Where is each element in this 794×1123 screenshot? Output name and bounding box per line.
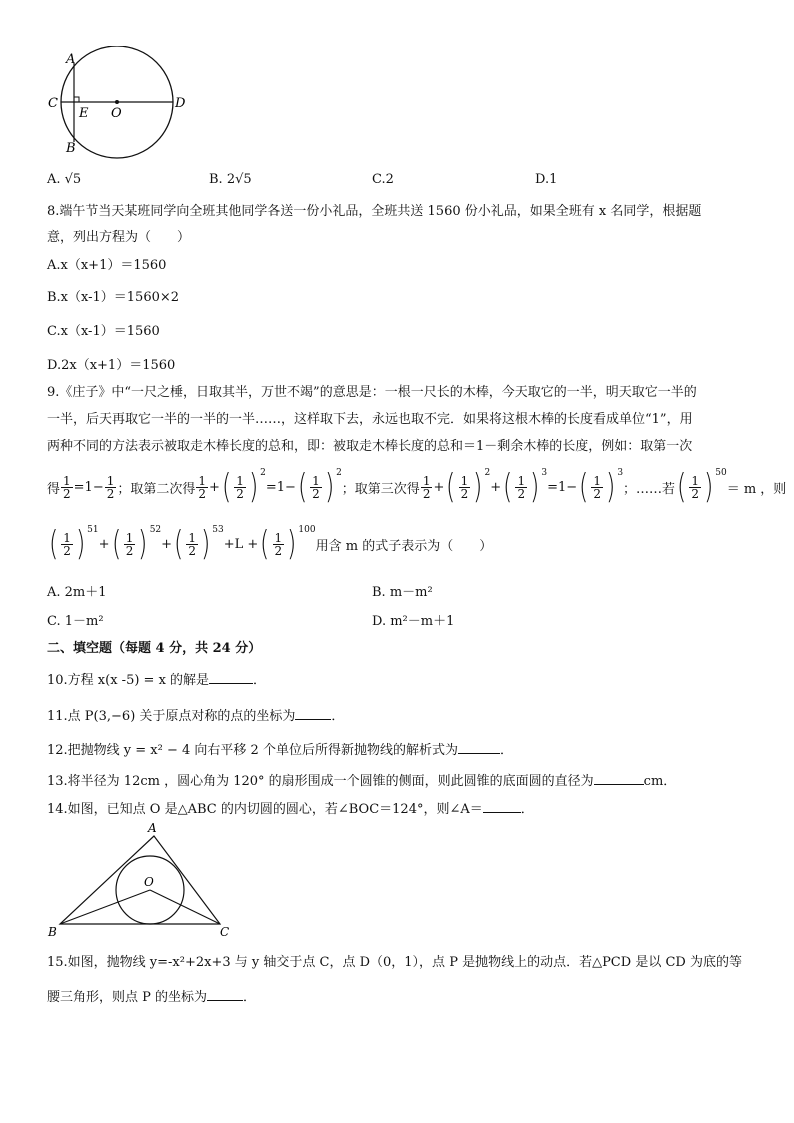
q11 [47,705,344,724]
q12-text: 12.把抛物线 y = x² − 4 向右平移 2 个单位后所得新抛物线的解析式为 [47,743,458,758]
label-A: A [148,821,157,835]
q9-option-d: D. m²－m＋1 [372,614,455,629]
q8-option-b: B.x（x-1）＝1560×2 [47,290,180,305]
label-E: E [79,106,89,121]
label-O: O [144,875,154,889]
q9-formula-line5: ( $\frac{1}{2}$ ) $^{51}$ + ( $\frac{1}{2}$ ) $^{52}$ + ( $\frac{1}{2}$ ) $^{53}$ +L + ( $\frac{1}{2}$ ) $^{100}$ 用含 m 的式子表示为（ ） [48,524,493,564]
q7-option-d: D.1 [535,172,558,187]
q11-period: ． [331,709,345,724]
q13 [47,770,676,789]
q9-text-t3: ；……若 [623,481,676,497]
q15-stem-line2: 腰三角形，则点 P 的坐标为 [47,990,208,1005]
q9-option-b: B. m－m² [372,585,433,600]
q13-blank [594,772,644,785]
q8-option-d: D.2x（x+1）＝1560 [47,358,176,373]
q11-text: 11.点 P(3,−6) 关于原点对称的点的坐标为 [47,709,296,724]
q9-lead: 得 [47,481,61,497]
q8-stem-line2: 意，列出方程为（ ） [47,230,191,245]
q15 [47,986,256,1005]
label-C: C [48,96,58,111]
q11-blank [295,707,331,720]
q8-option-c: C.x（x-1）＝1560 [47,324,160,339]
incircle-diagram [44,818,240,940]
q15-blank [207,988,243,1001]
q9-option-c: C. 1－m² [47,614,104,629]
q14-text: 14.如图，已知点 O 是△ABC 的内切圆的圆心，若∠BOC＝124°，则∠A＝ [47,802,483,817]
label-A: A [66,52,76,67]
label-B: B [66,141,76,156]
q12 [47,739,513,758]
label-B: B [48,925,57,939]
q12-period: ． [499,743,513,758]
q9-text-tail: 用含 m 的式子表示为（ ） [315,538,493,554]
label-D: D [175,96,186,111]
q9-stem-line3: 两种不同的方法表示被取走木棒长度的总和，即：被取走木棒长度的总和＝1－剩余木棒的长度，例如：取第一次 [47,439,693,454]
q9-text-t2: ；取第三次得 [341,481,420,497]
q8-stem-line1: 8.端午节当天某班同学向全班其他同学各送一份小礼品，全班共送 1560 份小礼品，如果全班有 x 名同学，根据题 [47,204,702,219]
q9-stem-line2: 一半，后天再取它一半的一半的一半……，这样取下去，永远也取不完．如果将这根木棒的长度看成单位“1”，用 [47,412,693,427]
label-C: C [220,925,230,939]
q10 [47,669,266,688]
q7-option-b: B. 2√5 [209,172,252,187]
q15-stem-line1: 15.如图，抛物线 y=-x²+2x+3 与 y 轴交于点 C，点 D（0，1），点 P 是抛物线上的动点．若△PCD 是以 CD 为底的等 [47,955,742,970]
q10-period: ． [253,673,267,688]
q15-period: ． [243,990,257,1005]
q14-blank [483,800,521,813]
q9-text-t1: ；取第二次得 [117,481,196,497]
q9-option-a: A. 2m＋1 [47,585,107,600]
q14 [47,798,534,817]
q7-option-c: C.2 [372,172,394,187]
section-title: 二、填空题（每题 4 分，共 24 分） [47,641,262,656]
q13-text: 13.将半径为 12cm ，圆心角为 120° 的扇形围成一个圆锥的侧面，则此圆锥的底面圆的直径为 [47,774,594,789]
q10-text: 10.方程 x(x -5) = x 的解是 [47,673,210,688]
q8-option-a: A.x（x+1）＝1560 [47,258,167,273]
q7-option-a: A. √5 [47,172,82,187]
circle-diagram [44,46,194,162]
q14-period: ． [520,802,534,817]
label-O: O [111,106,122,121]
q9-stem-line1: 9.《庄子》中“一尺之棰，日取其半，万世不竭”的意思是：一根一尺长的木棒，今天取它的一半，明天取它一半的 [47,385,697,400]
q10-blank [209,671,253,684]
q13-unit: cm． [643,774,677,789]
q9-text-t4: ＝ m ，则 [726,481,787,497]
q9-formula-line4: 得 $\frac{1}{2}$ =1− $\frac{1}{2}$ ；取第二次得 $\frac{1}{2}$ + ( $\frac{1}{2}$ ) $^2$ =1− ( $\frac{1}{2}$ ) $^2$ ；取第三次得 $\frac{1}{2}$ + ( $\frac{1}{2}$ ) $^2$ + ( $\frac{1}{2}$ ) $^3$ =1− ( $\frac{1}{2}$ ) $^3$ ；……若 ( $\frac{1}{2}$ ) $^{50}$ ＝ m ，则 [47,467,787,507]
q12-blank [458,741,500,754]
